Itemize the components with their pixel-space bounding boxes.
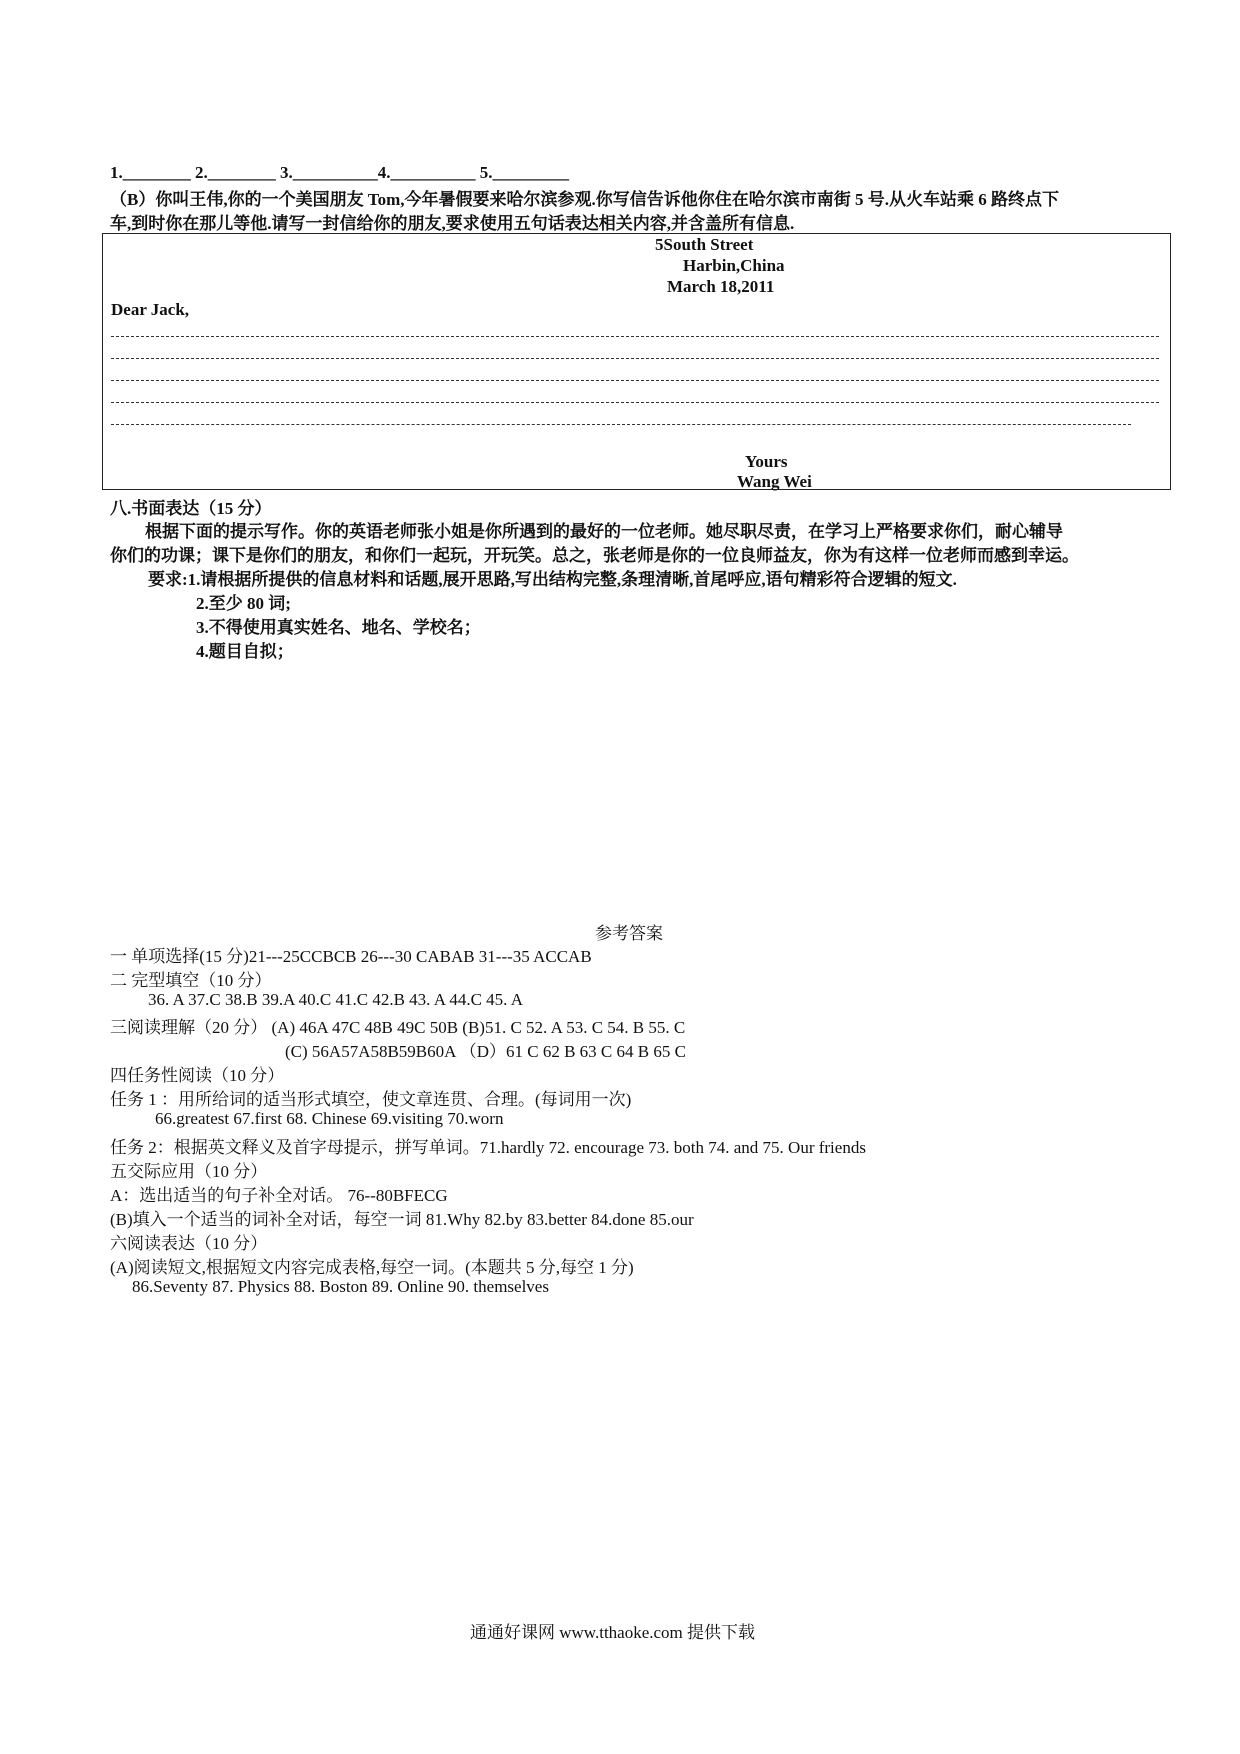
answer-line: 六阅读表达（10 分） — [110, 1234, 268, 1253]
writing-line[interactable] — [111, 336, 1159, 337]
answer-line: 四任务性阅读（10 分） — [110, 1066, 285, 1085]
writing-line[interactable] — [111, 402, 1159, 403]
letter-address-street: 5South Street — [655, 235, 754, 254]
section-8-paragraph-1: 根据下面的提示写作。你的英语老师张小姐是你所遇到的最好的一位老师。她尽职尽责，在学习上严格要求你们，耐心辅导 — [145, 522, 1063, 541]
answer-line: 三阅读理解（20 分） (A) 46A 47C 48B 49C 50B (B)51. C 52. A 53. C 54. B 55. C — [110, 1018, 686, 1037]
section-8-requirement-3: 3.不得使用真实姓名、地名、学校名； — [196, 618, 481, 637]
answer-line: 二 完型填空（10 分） — [110, 971, 272, 990]
answer-line: 66.greatest 67.first 68. Chinese 69.visiting 70.worn — [155, 1109, 504, 1128]
letter-writing-box — [102, 233, 1171, 490]
letter-closing: Yours — [745, 452, 788, 471]
section-b-line-1: （B）你叫王伟,你的一个美国朋友 Tom,今年暑假要来哈尔滨参观.你写信告诉他你住在哈尔滨市南街 5 号.从火车站乘 6 路终点下 — [110, 190, 1060, 209]
section-8-requirement-2: 2.至少 80 词; — [196, 594, 291, 613]
writing-line[interactable] — [111, 358, 1159, 359]
section-8-requirement-1: 要求:1.请根据所提供的信息材料和话题,展开思路,写出结构完整,条理清晰,首尾呼应,语句精彩符合逻辑的短文. — [148, 570, 957, 589]
answer-line: 任务 2：根据英文释义及首字母提示，拼写单词。71.hardly 72. encourage 73. both 74. and 75. Our friends — [110, 1138, 866, 1157]
answer-line: 一 单项选择(15 分)21---25CCBCB 26---30 CABAB 31---35 ACCAB — [110, 947, 592, 966]
answer-blanks-line: 1.________ 2.________ 3.__________4.__________ 5._________ — [110, 163, 569, 182]
footer-source: 通通好课网 www.tthaoke.com 提供下载 — [470, 1623, 756, 1642]
letter-greeting: Dear Jack, — [111, 300, 190, 319]
answer-line: (B)填入一个适当的词补全对话，每空一词 81.Why 82.by 83.better 84.done 85.our — [110, 1210, 694, 1229]
section-b-line-2: 车,到时你在那儿等他.请写一封信给你的朋友,要求使用五句话表达相关内容,并含盖所有信息. — [110, 214, 795, 233]
letter-signature: Wang Wei — [737, 472, 812, 491]
answer-line: 五交际应用（10 分） — [110, 1162, 268, 1181]
letter-address-city: Harbin,China — [683, 256, 785, 275]
letter-date: March 18,2011 — [667, 277, 775, 296]
section-8-requirement-4: 4.题目自拟； — [196, 642, 294, 661]
answer-line: (A)阅读短文,根据短文内容完成表格,每空一词。(本题共 5 分,每空 1 分) — [110, 1258, 634, 1277]
answer-line: 任务 1 ：用所给词的适当形式填空，使文章连贯、合理。(每词用一次) — [110, 1090, 632, 1109]
writing-line[interactable] — [111, 380, 1159, 381]
answer-line: 86.Seventy 87. Physics 88. Boston 89. Online 90. themselves — [132, 1277, 549, 1296]
section-8-title: 八.书面表达（15 分） — [110, 499, 272, 518]
answer-line: A：选出适当的句子补全对话。 76--80BFECG — [110, 1186, 448, 1205]
section-8-paragraph-2: 你们的功课；课下是你们的朋友，和你们一起玩，开玩笑。总之，张老师是你的一位良师益友，你为有这样一位老师而感到幸运。 — [110, 546, 1079, 565]
answer-line: 36. A 37.C 38.B 39.A 40.C 41.C 42.B 43. A 44.C 45. A — [148, 990, 524, 1009]
answer-line: (C) 56A57A58B59B60A （D）61 C 62 B 63 C 64 B 65 C — [285, 1042, 686, 1061]
answer-key-title: 参考答案 — [595, 924, 663, 943]
writing-line[interactable] — [111, 424, 1131, 425]
